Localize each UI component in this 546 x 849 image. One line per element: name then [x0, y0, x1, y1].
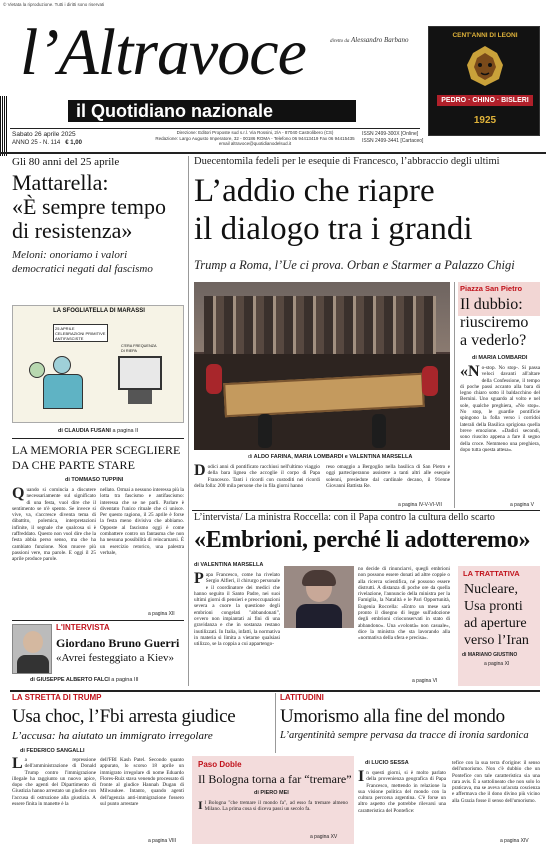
roccella-portrait: [284, 566, 354, 628]
latitudini-subhead: L’argentinità sempre pervasa da tracce di ironia sardonica: [280, 730, 529, 741]
embrioni-page-ref: a pagina VI: [412, 678, 438, 684]
embrioni-byline: di VALENTINA MARSELLA: [194, 562, 264, 568]
trattativa-page-ref: a pagina XI: [484, 661, 510, 667]
interview-name[interactable]: Giordano Bruno Guerri: [56, 636, 180, 650]
issue-date: Sabato 26 aprile 2025: [12, 131, 76, 138]
paso-doble-body: Il Bologna "che tremare il mondo fa", ad esso fa tremare almeno Milano. La prima cosa si diceva passi un secolo fa.: [198, 800, 348, 813]
trump-col-1: La repressione dell'amministrazione di Donald Trump contro l'immigrazione illegale ha raggiunto un nuovo apice, dopo che agenti del Dipartimento di Giustizia hanno arrestato un giudice con l'accusa di ostruzione alla giustizia. A essere finita in manette è la: [12, 757, 96, 808]
right-box-kicker: Piazza San Pietro: [460, 284, 523, 293]
trump-page-ref: a pagina VIII: [148, 838, 177, 844]
photo-credit: di ALDO FARINA, MARIA LOMBARDI e VALENTINA MARSELLA: [248, 454, 413, 460]
cartoon-credit: di CLAUDIA FUSANI a pagina II: [58, 428, 139, 434]
trump-kicker: LA STRETTA DI TRUMP: [12, 693, 102, 702]
issn-info: ISSN 2499-300X [Online] ISSN 2499-3441 [Cartaceo]: [362, 131, 424, 144]
promo-names: PEDRO · CHINO · BISLERI: [437, 95, 533, 106]
barcode: [0, 96, 7, 156]
memory-col-2: nellato. Ormai a nessuno interessa più la lotta tra fascismo e antifascismo: interessa che se ne parli. Parlare è diventato l'unico rituale che ci unisce. Per questo ragiono, il 25 aprile è forse la festa meno divisiva che abbiamo. Opposte al fascismo oggi è come combattere contro un fantasma che non ha nessuna possibilità di reincarnarsi. È un esercizio retorico, una palestra verbale,: [100, 487, 184, 556]
paso-doble-headline[interactable]: Il Bologna torna a far “tremare”: [198, 772, 352, 786]
paso-doble-box[interactable]: [192, 756, 354, 844]
latitudini-byline: di LUCIO SESSA: [365, 760, 409, 766]
embrioni-col-1: Papa Francesco, come ha rivelato Sergio Alfieri, il chirurgo personale e il coordinatore dei medici che hanno seguito il Santo Padre, nei suoi ultimi giorni di pensieri e preoccupazioni severa a cuore la questione degli embrioni congelati "abbandonati", ovvero non impiantati ai fini di una gravidanza e che in sostanza restano inutilizzati. In Italia, infatti, la normativa in materia si limita a vietarne qualsiasi utilizzo, se la coppia a cui appartengo-: [194, 572, 280, 648]
main-body-col-1: Dodici anni di pontificato racchiusi nell'ultimo viaggio della bara lignea che accoglie il corpo di Papa Francesco. Tanti i ricordi con custoditi nei ricordi della folla: 200 mila persone che in fila giorni hanno: [194, 464, 320, 489]
latitudini-col-2: tefice con la sua terra d'origine: il senso dell'umorismo. Non c'è dubbio che un Pontefice con tale caratteristica sia una rara avis. È a sottolineato che non solo lo praticava, ma se aveva un'acuta coscienza e affermava che il dono divino più vicino alla Grazia fosse il senso dell'umorismo.: [452, 760, 540, 804]
trump-byline: di FEDERICO SANGALLI: [20, 748, 85, 754]
trattativa-byline: di MARIANO GIUSTINO: [462, 652, 518, 658]
paso-doble-page-ref: a pagina XV: [310, 834, 338, 840]
lion-icon: [459, 43, 511, 89]
latitudini-kicker: LATITUDINI: [280, 693, 324, 702]
interview-kicker: L'INTERVISTA: [56, 623, 110, 632]
right-box-byline: di MARIA LOMBARDI: [472, 355, 528, 361]
main-body-col-2: reso omaggio a Bergoglio nella basilica di San Pietro e oggi parteciperanno assistere a tanti altri alle esequie solenni, presiedute dal cardinale decano, il 91enne Giovanni Battista Re.: [326, 464, 450, 489]
tagline-banner: il Quotidiano nazionale: [68, 100, 356, 122]
trattativa-kicker: LA TRATTATIVA: [463, 569, 520, 578]
left-headline[interactable]: Mattarella: «È sempre tempo di resistenza»: [12, 170, 166, 243]
embrioni-headline[interactable]: «Embrioni, perché li adotteremo»: [194, 527, 531, 553]
cartoon-tv: [118, 356, 162, 390]
character-head: [53, 356, 71, 374]
latitudini-col-1: In questi giorni, si è molto parlato della provenienza geografica di Papa Francesco, mettendo in relazione la sua visione politica del mondo con la cultura percorsa argentina. C'è forse un altro aspetto che potrebbe rilevarsi una caratteristica del Pontefice:: [358, 770, 446, 814]
trattativa-box[interactable]: [458, 566, 540, 686]
paso-doble-kicker: Paso Doble: [198, 760, 242, 769]
funeral-photo[interactable]: [194, 282, 450, 450]
interview-quote: «Avrei festeggiato a Kiev»: [56, 652, 175, 664]
embrioni-col-2: no decide di rinunciarvi, quegli embrioni non possono essere donati ad altre coppie o alla ricerca scientifica, né possono essere distrutti. A distanza di poche ore da quella rivelazione, l'annuncio della ministra per la Famiglia, la Natalità e le Pari Opportunità, Eugenia Roccella: «Entro un mese sarà pronto il disegno di legge sull'adozione degli embrioni crioconservati in stato di abbandono». Una «volontà» non casuale», dice la ministra che sta lavorando alla «normativa della sfera e precisa».: [358, 566, 450, 642]
trump-col-2: dell'FBI Kash Patel. Secondo quanto appurato, lo scorso 18 aprile un immigrato irregolare di nome Eduardo Flores-Ruiz stava venendo processato di fronte al giudice Hannah Dugan di Milwaukee. Intanto, quando agenti dell'agenzia anti-immigrazione fossero sul punto arrestare: [100, 757, 184, 808]
trattativa-headline[interactable]: Nucleare, Usa pronti ad aperture verso l’Iran: [464, 582, 529, 648]
main-page-ref: a pagina IV-V-VI-VII: [398, 502, 442, 508]
main-subhead: Trump a Roma, l’Ue ci prova. Orban e Starmer a Palazzo Chigi: [194, 258, 515, 272]
memory-byline: di TOMMASO TUPPINI: [65, 477, 124, 483]
editor-info: Direzione: Editori Proposte sud s.r.l. Via Rossini, 2/A - 87040 Castrolibero (CS) Redazione: Largo Augusto Imperatore, 32 - 00186 ROMA - Telefono 06 94413419 Fax 06 94415435 email altravoce@quotidianodelsud.it: [155, 130, 355, 146]
cartoon-tv-caption: C'ERA FREQUENZA DI RIEPA: [121, 344, 157, 353]
cartoon-sign: 25 APRILE CELEBRAZIONI PRIMITIVE ANTIFASCISTE: [53, 324, 108, 342]
guerri-portrait: [12, 624, 52, 674]
right-box-body: «No-stop. No stop-. Si passa veloci davanti all'altare della Confessione, il tempo di poche passi accanto alla bara di legno chiaro sotto il baldacchino del Bernini. Uno sguardo al volto e nel sole, qualche preghiera, «No stop». No stop, le guardie pontificie spingono la folla verso i corridoi laterali della Basilica sprigiona quella breve emozione. «Dadici secondi, sono riuscito appena a fare il segno della croce. Nemmeno una preghiera, dopo tutta questa attesa».: [460, 365, 540, 453]
promo-box[interactable]: [428, 26, 540, 136]
embrioni-kicker: L’intervista/ La ministra Roccella: con il Papa contro la cultura dello scarto: [194, 512, 495, 523]
left-subhead: Meloni: onoriamo i valori democratici negati dal fascismo: [12, 249, 153, 275]
memory-page-ref: a pagina XII: [148, 611, 175, 617]
memory-col-1: Quando si comincia a discutere necessariamente sul significato di una festa, vuol dire che il sentimento se n'è spento. Se invece si vive, va, s'accresce diventa tema di dibattito, polemica, interpretazioni infinite, il segnale che qualcosa si è raffreddato. Questo non vuol dire che la festa abbia perso senso, ma che ha cambiato funzione. Non muove più passioni vere, ma parole. E oggi il 25 aprile produce parole.: [12, 487, 96, 563]
promo-year: 1925: [473, 115, 497, 126]
trump-subhead: L’accusa: ha aiutato un immigrato irregolare: [12, 730, 213, 742]
character-body: [43, 374, 83, 409]
right-box-headline[interactable]: Il dubbio: riusciremo a vederlo?: [460, 296, 529, 349]
tv-stand: [128, 390, 152, 404]
character-head-2: [29, 362, 45, 378]
main-headline[interactable]: L’addio che riapre il dialogo tra i grandi: [194, 173, 473, 247]
promo-title: CENT'ANNI DI LEONI: [452, 32, 518, 39]
memory-headline[interactable]: LA MEMORIA PER SCEGLIERE DA CHE PARTE STARE: [12, 443, 181, 472]
cartoon-title: LA SFOGLIATELLA DI MARASSI: [53, 308, 145, 314]
copyright-note: © Vietata la riproduzione. Tutti i diritti sono riservati: [3, 2, 105, 7]
right-box-page-ref: a pagina V: [510, 502, 534, 508]
issue-number: ANNO 25 - N. 114 € 1,00: [12, 140, 82, 146]
director-credit: diretto da Alessandro Barbano: [330, 36, 409, 44]
left-kicker: Gli 80 anni del 25 aprile: [12, 156, 120, 168]
interview-byline: di GIUSEPPE ALBERTO FALCI a pagina III: [30, 677, 139, 683]
latitudini-headline[interactable]: Umorismo alla fine del mondo: [280, 706, 505, 727]
main-kicker: Duecentomila fedeli per le esequie di Francesco, l’abbraccio degli ultimi: [194, 156, 500, 167]
cartoon-illustration[interactable]: [12, 305, 184, 423]
newspaper-logo[interactable]: l’Altravoce: [20, 16, 306, 89]
paso-doble-byline: di PIERO MEI: [254, 790, 289, 796]
trump-headline[interactable]: Usa choc, l’Fbi arresta giudice: [12, 706, 236, 727]
latitudini-page-ref: a pagina XIV: [500, 838, 529, 844]
